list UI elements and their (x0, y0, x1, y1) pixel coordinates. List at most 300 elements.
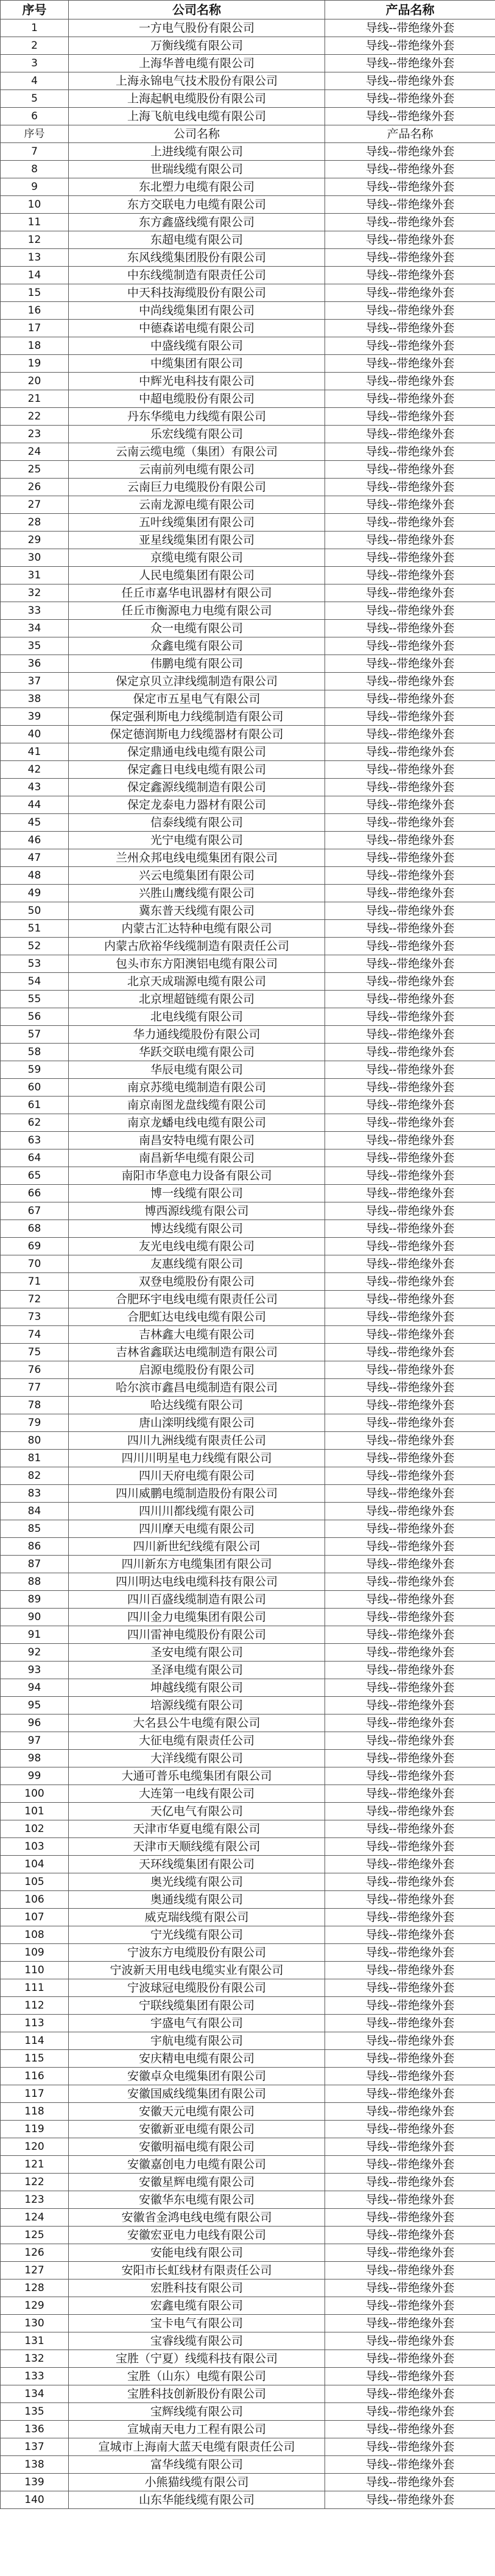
cell-product: 导线--带绝缘外套 (325, 1873, 495, 1891)
cell-index: 11 (1, 214, 69, 231)
cell-company: 一方电气股份有限公司 (69, 19, 325, 37)
table-row (1, 1044, 495, 1061)
cell-product: 导线--带绝缘外套 (325, 1079, 495, 1097)
table-body (1, 19, 495, 2509)
table-row (1, 408, 495, 426)
cell-company: 四川川明星电力线缆有限公司 (69, 1450, 325, 1467)
cell-product: 导线--带绝缘外套 (325, 2421, 495, 2438)
cell-product: 导线--带绝缘外套 (325, 284, 495, 302)
cell-index: 121 (1, 2156, 69, 2174)
cell-index: 60 (1, 1079, 69, 1097)
table-row (1, 55, 495, 72)
table-row (1, 1838, 495, 1856)
cell-index: 65 (1, 1167, 69, 1185)
cell-company: 华辰电缆有限公司 (69, 1061, 325, 1079)
cell-product: 导线--带绝缘外套 (325, 2121, 495, 2138)
table-row (1, 2032, 495, 2050)
cell-index: 15 (1, 284, 69, 302)
cell-product: 导线--带绝缘外套 (325, 19, 495, 37)
cell-company: 天环线缆集团有限公司 (69, 1856, 325, 1873)
cell-index: 30 (1, 549, 69, 567)
cell-index: 4 (1, 72, 69, 90)
cell-company: 中德森诺电缆有限公司 (69, 320, 325, 337)
cell-index: 116 (1, 2068, 69, 2085)
cell-product: 导线--带绝缘外套 (325, 1255, 495, 1273)
cell-index: 79 (1, 1414, 69, 1432)
cell-product: 导线--带绝缘外套 (325, 161, 495, 178)
cell-product: 导线--带绝缘外套 (325, 2297, 495, 2315)
table-row (1, 302, 495, 320)
cell-company: 中天科技海缆股份有限公司 (69, 284, 325, 302)
cell-product: 导线--带绝缘外套 (325, 408, 495, 426)
table-row (1, 1291, 495, 1308)
table-row (1, 708, 495, 726)
cell-company: 四川威鹏电缆制造股份有限公司 (69, 1485, 325, 1503)
cell-product: 导线--带绝缘外套 (325, 1997, 495, 2015)
cell-index: 99 (1, 1767, 69, 1785)
cell-index: 62 (1, 1114, 69, 1132)
cell-index: 70 (1, 1255, 69, 1273)
cell-company: 天亿电气有限公司 (69, 1803, 325, 1820)
cell-index: 105 (1, 1873, 69, 1891)
cell-company: 小熊猫线缆有限公司 (69, 2474, 325, 2491)
cell-product: 导线--带绝缘外套 (325, 1097, 495, 1114)
cell-company: 大洋线缆有限公司 (69, 1750, 325, 1767)
cell-product: 导线--带绝缘外套 (325, 2174, 495, 2191)
table-row (1, 2085, 495, 2103)
cell-company: 亚星线缆集团有限公司 (69, 532, 325, 549)
cell-index: 5 (1, 90, 69, 108)
table-row (1, 320, 495, 337)
table-row (1, 1255, 495, 1273)
cell-product: 导线--带绝缘外套 (325, 461, 495, 479)
table-row (1, 2368, 495, 2385)
cell-index: 106 (1, 1891, 69, 1909)
table-row (1, 1132, 495, 1149)
cell-product: 导线--带绝缘外套 (325, 2474, 495, 2491)
cell-index: 34 (1, 620, 69, 637)
cell-company: 保定龙泰电力器材有限公司 (69, 796, 325, 814)
cell-company: 包头市东方阳澳铝电缆有限公司 (69, 955, 325, 973)
cell-product: 导线--带绝缘外套 (325, 1008, 495, 1026)
cell-index: 43 (1, 779, 69, 796)
cell-company: 云南云缆电缆（集团）有限公司 (69, 443, 325, 461)
table-row (1, 2350, 495, 2368)
cell-product: 导线--带绝缘外套 (325, 2403, 495, 2421)
table-row (1, 267, 495, 284)
cell-index: 3 (1, 55, 69, 72)
cell-index: 115 (1, 2050, 69, 2068)
cell-company: 任丘市嘉华电讯器材有限公司 (69, 584, 325, 602)
cell-product: 导线--带绝缘外套 (325, 231, 495, 249)
table-row (1, 1167, 495, 1185)
table-row (1, 1573, 495, 1591)
cell-product: 导线--带绝缘外套 (325, 1573, 495, 1591)
table-row (1, 885, 495, 902)
cell-company: 安徽新亚电缆有限公司 (69, 2121, 325, 2138)
cell-index: 50 (1, 902, 69, 920)
cell-index: 19 (1, 355, 69, 373)
cell-index: 82 (1, 1467, 69, 1485)
header-company: 公司名称 (69, 1, 325, 19)
cell-product: 导线--带绝缘外套 (325, 1061, 495, 1079)
cell-product: 导线--带绝缘外套 (325, 1308, 495, 1326)
cell-product: 导线--带绝缘外套 (325, 2244, 495, 2262)
cell-product: 导线--带绝缘外套 (325, 779, 495, 796)
header-row (1, 1, 495, 19)
cell-company: 保定德润斯电力线缆器材有限公司 (69, 726, 325, 743)
cell-product: 导线--带绝缘外套 (325, 1609, 495, 1626)
table-row (1, 2332, 495, 2350)
cell-index: 21 (1, 390, 69, 408)
cell-index: 29 (1, 532, 69, 549)
table-row (1, 1732, 495, 1750)
table-row (1, 1944, 495, 1962)
cell-company: 圣泽电缆有限公司 (69, 1662, 325, 1679)
table-row (1, 2474, 495, 2491)
cell-company: 哈尔滨市鑫昌电缆制造有限公司 (69, 1379, 325, 1397)
table-row (1, 1238, 495, 1255)
cell-company: 南昌新华电缆有限公司 (69, 1149, 325, 1167)
cell-product: 导线--带绝缘外套 (325, 1979, 495, 1997)
cell-product: 导线--带绝缘外套 (325, 2209, 495, 2227)
cell-company: 四川明达电线电缆科技有限公司 (69, 1573, 325, 1591)
table-row (1, 796, 495, 814)
cell-product: 导线--带绝缘外套 (325, 496, 495, 514)
cell-company: 双登电缆股份有限公司 (69, 1273, 325, 1291)
cell-index: 6 (1, 108, 69, 125)
cell-index: 61 (1, 1097, 69, 1114)
cell-product: 导线--带绝缘外套 (325, 1467, 495, 1485)
cell-product: 导线--带绝缘外套 (325, 1556, 495, 1573)
cell-company: 内蒙古汇达特种电缆有限公司 (69, 920, 325, 938)
cell-index: 24 (1, 443, 69, 461)
cell-company: 华力通线缆股份有限公司 (69, 1026, 325, 1044)
table-row (1, 231, 495, 249)
cell-product: 导线--带绝缘外套 (325, 514, 495, 532)
cell-product: 导线--带绝缘外套 (325, 373, 495, 390)
cell-index: 13 (1, 249, 69, 267)
cell-product: 导线--带绝缘外套 (325, 2332, 495, 2350)
cell-product: 导线--带绝缘外套 (325, 532, 495, 549)
cell-company: 奥通线缆有限公司 (69, 1891, 325, 1909)
cell-index: 94 (1, 1679, 69, 1697)
cell-index: 32 (1, 584, 69, 602)
cell-index: 86 (1, 1538, 69, 1556)
cell-index: 序号 (1, 125, 69, 143)
cell-product: 导线--带绝缘外套 (325, 1644, 495, 1662)
cell-product: 导线--带绝缘外套 (325, 1820, 495, 1838)
table-row (1, 1414, 495, 1432)
cell-product: 导线--带绝缘外套 (325, 1785, 495, 1803)
cell-index: 12 (1, 231, 69, 249)
cell-product: 导线--带绝缘外套 (325, 920, 495, 938)
cell-index: 138 (1, 2456, 69, 2474)
table-row (1, 2438, 495, 2456)
cell-product: 导线--带绝缘外套 (325, 2103, 495, 2121)
cell-company: 保定鑫源线缆制造有限公司 (69, 779, 325, 796)
table-row (1, 1220, 495, 1238)
table-row (1, 920, 495, 938)
cell-index: 54 (1, 973, 69, 991)
cell-company: 宏鑫电缆有限公司 (69, 2297, 325, 2315)
cell-index: 101 (1, 1803, 69, 1820)
cell-company: 保定鑫日电线电缆有限公司 (69, 761, 325, 779)
cell-index: 66 (1, 1185, 69, 1202)
table-row (1, 1520, 495, 1538)
cell-company: 唐山滦明线缆有限公司 (69, 1414, 325, 1432)
table-row (1, 284, 495, 302)
cell-company: 安徽明福电缆有限公司 (69, 2138, 325, 2156)
cell-company: 中盛线缆有限公司 (69, 337, 325, 355)
cell-product: 导线--带绝缘外套 (325, 267, 495, 284)
cell-index: 91 (1, 1626, 69, 1644)
cell-product: 导线--带绝缘外套 (325, 1926, 495, 1944)
cell-index: 119 (1, 2121, 69, 2138)
table-row (1, 1979, 495, 1997)
cell-product: 导线--带绝缘外套 (325, 1909, 495, 1926)
cell-product: 导线--带绝缘外套 (325, 655, 495, 673)
cell-company: 保定鼎通电线电缆有限公司 (69, 743, 325, 761)
table-row (1, 90, 495, 108)
cell-company: 安阳市长虹线材有限责任公司 (69, 2262, 325, 2279)
cell-index: 89 (1, 1591, 69, 1609)
table-row (1, 496, 495, 514)
cell-index: 38 (1, 690, 69, 708)
cell-index: 84 (1, 1503, 69, 1520)
cell-index: 36 (1, 655, 69, 673)
table-row (1, 1538, 495, 1556)
cell-index: 18 (1, 337, 69, 355)
cell-product: 导线--带绝缘外套 (325, 2050, 495, 2068)
table-row (1, 1679, 495, 1697)
cell-product: 导线--带绝缘外套 (325, 1149, 495, 1167)
cell-index: 128 (1, 2279, 69, 2297)
cell-product: 导线--带绝缘外套 (325, 867, 495, 885)
table-row (1, 991, 495, 1008)
cell-index: 59 (1, 1061, 69, 1079)
cell-company: 四川摩天电缆有限公司 (69, 1520, 325, 1538)
table-row (1, 690, 495, 708)
table-row (1, 443, 495, 461)
cell-product: 导线--带绝缘外套 (325, 761, 495, 779)
table-row (1, 1079, 495, 1097)
cell-product: 导线--带绝缘外套 (325, 1167, 495, 1185)
cell-company: 圣安电缆有限公司 (69, 1644, 325, 1662)
cell-product: 导线--带绝缘外套 (325, 726, 495, 743)
cell-index: 127 (1, 2262, 69, 2279)
cell-product: 导线--带绝缘外套 (325, 1714, 495, 1732)
table-row (1, 2174, 495, 2191)
cell-index: 93 (1, 1662, 69, 1679)
cell-product: 导线--带绝缘外套 (325, 214, 495, 231)
table-row (1, 1662, 495, 1679)
table-row (1, 1767, 495, 1785)
cell-company: 华跃交联电缆有限公司 (69, 1044, 325, 1061)
table-row (1, 1873, 495, 1891)
cell-company: 人民电缆集团有限公司 (69, 567, 325, 584)
table-row (1, 1061, 495, 1079)
cell-product: 产品名称 (325, 125, 495, 143)
cell-product: 导线--带绝缘外套 (325, 1326, 495, 1344)
cell-company: 四川新东方电缆集团有限公司 (69, 1556, 325, 1573)
cell-product: 导线--带绝缘外套 (325, 637, 495, 655)
cell-product: 导线--带绝缘外套 (325, 796, 495, 814)
table-row (1, 178, 495, 196)
cell-product: 导线--带绝缘外套 (325, 1520, 495, 1538)
cell-product: 导线--带绝缘外套 (325, 1838, 495, 1856)
cell-index: 52 (1, 938, 69, 955)
cell-company: 中缆集团有限公司 (69, 355, 325, 373)
cell-company: 宝胜（山东）电缆有限公司 (69, 2368, 325, 2385)
cell-product: 导线--带绝缘外套 (325, 1856, 495, 1873)
cell-company: 大通可普乐电缆集团有限公司 (69, 1767, 325, 1785)
cell-product: 导线--带绝缘外套 (325, 1767, 495, 1785)
cell-product: 导线--带绝缘外套 (325, 196, 495, 214)
cell-index: 90 (1, 1609, 69, 1626)
cell-index: 73 (1, 1308, 69, 1326)
table-row (1, 2103, 495, 2121)
table-row (1, 1344, 495, 1361)
cell-product: 导线--带绝缘外套 (325, 2456, 495, 2474)
cell-index: 118 (1, 2103, 69, 2121)
cell-product: 导线--带绝缘外套 (325, 443, 495, 461)
cell-product: 导线--带绝缘外套 (325, 1238, 495, 1255)
cell-product: 导线--带绝缘外套 (325, 832, 495, 849)
table-row (1, 2403, 495, 2421)
table-row (1, 1503, 495, 1520)
cell-company: 合肥虹达电线电缆有限公司 (69, 1308, 325, 1326)
cell-company: 宝胜（宁夏）线缆科技有限公司 (69, 2350, 325, 2368)
cell-index: 8 (1, 161, 69, 178)
cell-index: 124 (1, 2209, 69, 2227)
cell-index: 17 (1, 320, 69, 337)
cell-company: 东北塑力电缆有限公司 (69, 178, 325, 196)
cell-product: 导线--带绝缘外套 (325, 1361, 495, 1379)
cell-company: 坤越线缆有限公司 (69, 1679, 325, 1697)
cell-product: 导线--带绝缘外套 (325, 178, 495, 196)
cell-company: 博西源线缆有限公司 (69, 1202, 325, 1220)
cell-product: 导线--带绝缘外套 (325, 1803, 495, 1820)
cell-company: 宝睿线缆有限公司 (69, 2332, 325, 2350)
cell-company: 北京天成瑞源电缆有限公司 (69, 973, 325, 991)
cell-index: 132 (1, 2350, 69, 2368)
cell-product: 导线--带绝缘外套 (325, 320, 495, 337)
cell-product: 导线--带绝缘外套 (325, 2138, 495, 2156)
cell-product: 导线--带绝缘外套 (325, 1732, 495, 1750)
cell-index: 7 (1, 143, 69, 161)
cell-company: 云南前列电缆有限公司 (69, 461, 325, 479)
cell-index: 31 (1, 567, 69, 584)
table-row (1, 1714, 495, 1732)
cell-index: 139 (1, 2474, 69, 2491)
cell-company: 东超电缆有限公司 (69, 231, 325, 249)
table-row (1, 1803, 495, 1820)
cell-company: 吉林鑫大电缆有限公司 (69, 1326, 325, 1344)
cell-company: 东风线缆集团股份有限公司 (69, 249, 325, 267)
table-row (1, 532, 495, 549)
cell-index: 136 (1, 2421, 69, 2438)
cell-company: 宁波球冠电缆股份有限公司 (69, 1979, 325, 1997)
cell-company: 中超电缆股份有限公司 (69, 390, 325, 408)
cell-company: 天津市天顺线缆有限公司 (69, 1838, 325, 1856)
table-row (1, 655, 495, 673)
cell-company: 安庆精电电缆有限公司 (69, 2050, 325, 2068)
table-row (1, 390, 495, 408)
cell-product: 导线--带绝缘外套 (325, 2385, 495, 2403)
cell-company: 内蒙古欣裕华线缆制造有限责任公司 (69, 938, 325, 955)
table-row (1, 1361, 495, 1379)
cell-company: 冀东普天线缆有限公司 (69, 902, 325, 920)
table-row (1, 19, 495, 37)
cell-product: 导线--带绝缘外套 (325, 1185, 495, 1202)
cell-company: 南昌安特电缆有限公司 (69, 1132, 325, 1149)
cell-index: 134 (1, 2385, 69, 2403)
cell-company: 四川金力电缆集团有限公司 (69, 1609, 325, 1626)
cell-index: 114 (1, 2032, 69, 2050)
cell-index: 37 (1, 673, 69, 690)
cell-index: 111 (1, 1979, 69, 1997)
cell-company: 博达线缆有限公司 (69, 1220, 325, 1238)
cell-index: 48 (1, 867, 69, 885)
cell-product: 导线--带绝缘外套 (325, 2350, 495, 2368)
cell-index: 28 (1, 514, 69, 532)
cell-company: 宣城南天电力工程有限公司 (69, 2421, 325, 2438)
cell-company: 博一线缆有限公司 (69, 1185, 325, 1202)
cell-index: 2 (1, 37, 69, 55)
table-row (1, 1308, 495, 1326)
table-row (1, 2491, 495, 2509)
cell-product: 导线--带绝缘外套 (325, 90, 495, 108)
cell-index: 100 (1, 1785, 69, 1803)
table-row (1, 2068, 495, 2085)
cell-index: 9 (1, 178, 69, 196)
cell-company: 四川天府电缆有限公司 (69, 1467, 325, 1485)
cell-company: 上海飞航电线电缆有限公司 (69, 108, 325, 125)
cell-company: 南京苏缆电缆制造有限公司 (69, 1079, 325, 1097)
cell-product: 导线--带绝缘外套 (325, 1291, 495, 1308)
table-row (1, 955, 495, 973)
cell-product: 导线--带绝缘外套 (325, 1132, 495, 1149)
cell-product: 导线--带绝缘外套 (325, 2191, 495, 2209)
cell-index: 33 (1, 602, 69, 620)
cell-product: 导线--带绝缘外套 (325, 2085, 495, 2103)
cell-company: 安徽星辉电缆有限公司 (69, 2174, 325, 2191)
cell-index: 87 (1, 1556, 69, 1573)
table-row (1, 2279, 495, 2297)
table-row (1, 849, 495, 867)
cell-index: 41 (1, 743, 69, 761)
table-row (1, 1450, 495, 1467)
cell-company: 友惠线缆有限公司 (69, 1255, 325, 1273)
cell-company: 宝卡电气有限公司 (69, 2315, 325, 2332)
cell-index: 27 (1, 496, 69, 514)
table-row (1, 1785, 495, 1803)
table-row (1, 1856, 495, 1873)
cell-product: 导线--带绝缘外套 (325, 2227, 495, 2244)
table-row (1, 1149, 495, 1167)
cell-product: 导线--带绝缘外套 (325, 1591, 495, 1609)
table-row (1, 1467, 495, 1485)
cell-index: 14 (1, 267, 69, 284)
table-row (1, 2315, 495, 2332)
cell-index: 98 (1, 1750, 69, 1767)
cell-index: 125 (1, 2227, 69, 2244)
table-row (1, 2244, 495, 2262)
cell-index: 42 (1, 761, 69, 779)
table-row (1, 973, 495, 991)
table-row (1, 1997, 495, 2015)
